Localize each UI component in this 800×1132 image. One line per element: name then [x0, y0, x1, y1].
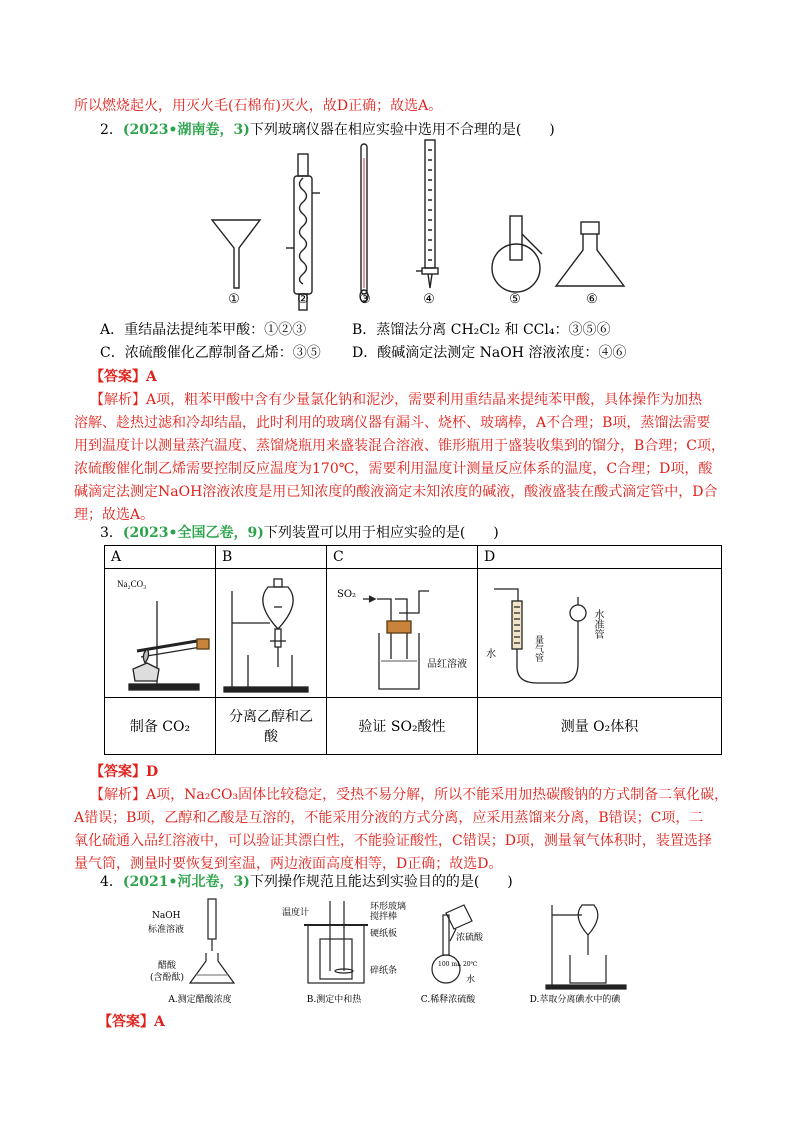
- q3-analysis-line-2: A错误；B项，乙醇和乙酸是互溶的，不能采用分液的方式分离，应采用蒸馏来分离，B错误；C项，二: [74, 810, 704, 826]
- q2-option-b: B．蒸馏法分离 CH₂Cl₂ 和 CCl₄：③⑤⑥: [352, 322, 611, 338]
- q4-caption-d: D.萃取分离碘水中的碘: [529, 995, 621, 1005]
- q3-label-b: [216, 698, 327, 755]
- condenser-icon: [286, 154, 320, 310]
- answer-value: A: [154, 1014, 165, 1030]
- leveling-tube-label: 水准管: [592, 609, 603, 639]
- q4-caption-a: A.测定醋酸浓度: [168, 995, 232, 1005]
- pink-solution-label: 品红溶液: [427, 659, 467, 670]
- q3-answer: [90, 762, 158, 782]
- q2-caption-3: ③: [359, 292, 371, 307]
- q4-conc-sulfuric-label: 浓硫酸: [456, 933, 484, 943]
- gas-burette-label: 量气管: [533, 635, 543, 662]
- q4-indicator-label: (含酚酞): [150, 973, 185, 983]
- q4-caption-b: B.测定中和热: [306, 995, 362, 1005]
- so2-label: SO₂: [337, 589, 357, 600]
- q3-stem: [100, 523, 499, 543]
- q2-caption-6: ⑥: [586, 292, 598, 307]
- q4-stirrer-label: 搅拌棒: [370, 912, 398, 922]
- q4-paper-strips-label: 碎纸条: [370, 966, 398, 976]
- q4-number: 4．: [100, 874, 123, 890]
- q3-analysis-line-3: 氧化硫通入品红溶液中，可以验证其漂白性，不能验证酸性，C错误；D项，测量氧气体积时，装置选择: [74, 833, 712, 849]
- q3-analysis-line-1: 【解析】A项，Na₂CO₃固体比较稳定，受热不易分解，所以不能采用加热碳酸钠的方式制备二氧化碳，: [90, 787, 729, 803]
- thermometer-icon: [360, 144, 368, 302]
- q4-caption-c: C.稀释浓硫酸: [420, 995, 476, 1005]
- q2-analysis-line-4: 浓硫酸催化制乙烯需要控制反应温度为170℃，需要利用温度计测量反应体系的温度，C合理；D项，酸: [74, 461, 713, 477]
- q2-caption-4: ④: [423, 292, 435, 307]
- burette-icon: [416, 140, 438, 288]
- answer-tag: 【答案】: [90, 764, 146, 780]
- conical-flask-icon: [556, 222, 624, 286]
- q3-figure-a: [105, 569, 216, 698]
- titration-icon: [190, 899, 234, 983]
- q4-glass-ring-label: 环形玻璃: [370, 902, 407, 912]
- distillation-flask-icon: [492, 216, 542, 292]
- answer-value: D: [146, 764, 159, 780]
- q3-analysis-line-4: 量气筒，测量时要恢复到室温，两边液面高度相等，D正确；故选D。: [74, 856, 503, 872]
- q2-option-a: A．重结晶法提纯苯甲酸：①②③: [100, 322, 307, 338]
- q2-glassware-figure: [190, 138, 630, 318]
- q3-source: (2023•全国乙卷，9): [122, 525, 264, 541]
- previous-analysis-tail: 所以燃烧起火，用灭火毛(石棉布)灭火，故D正确；故选A。: [74, 98, 443, 114]
- q4-source: (2021•河北卷，3): [122, 874, 250, 890]
- q4-question: 下列操作规范且能达到实验目的的是( ): [249, 874, 513, 890]
- q3-label-a: 制备 CO₂: [105, 698, 216, 755]
- q2-analysis-line-5: 碱滴定法测定NaOH溶液浓度是用已知浓度的酸液滴定未知浓度的碱液，酸液盛装在酸式滴定管中，D合: [74, 484, 718, 500]
- q3-label-c: 验证 SO₂酸性: [327, 698, 478, 755]
- answer-tag: 【答案】: [90, 369, 146, 385]
- q2-option-c: C．浓硫酸催化乙醇制备乙烯：③⑤: [100, 345, 321, 361]
- q3-figure-b: [216, 569, 327, 698]
- q4-thermometer-label: 温度计: [282, 908, 310, 918]
- q3-number: 3．: [100, 525, 123, 541]
- q3-label-b-line1: 分离乙醇和乙: [229, 709, 313, 725]
- q4-stem: [100, 872, 513, 892]
- q4-water-label: 水: [466, 975, 476, 985]
- q4-answer: [98, 1012, 165, 1032]
- q3-header-b: B: [216, 546, 327, 569]
- funnel-icon: [212, 220, 260, 288]
- q2-caption-5: ⑤: [509, 292, 521, 307]
- separatory-funnel-icon: [218, 571, 328, 695]
- water-label: 水: [486, 649, 496, 660]
- q3-question: 下列装置可以用于相应实验的是( ): [263, 525, 499, 541]
- q3-table: [104, 545, 722, 755]
- q2-analysis-line-1: 【解析】A项，粗苯甲酸中含有少量氯化钠和泥沙，需要利用重结晶来提纯苯甲酸，具体操作为加热: [90, 392, 703, 408]
- q2-answer: [90, 367, 157, 387]
- q2-stem: [100, 120, 555, 140]
- extraction-funnel-icon: [546, 905, 626, 989]
- q3-label-b-line2: 酸: [264, 729, 278, 745]
- q2-question: 下列玻璃仪器在相应实验中选用不合理的是( ): [249, 122, 555, 138]
- q3-header-a: A: [105, 546, 216, 569]
- answer-value: A: [146, 369, 157, 385]
- na2co3-label: Na₂CO₃: [117, 579, 147, 589]
- q3-figure-c: [327, 569, 478, 698]
- answer-tag: 【答案】: [98, 1014, 154, 1030]
- q2-source: (2023•湖南卷，3): [122, 122, 250, 138]
- q4-standard-solution-label: 标准溶液: [148, 925, 185, 935]
- q2-analysis-line-2: 溶解、趁热过滤和冷却结晶，此时利用的玻璃仪器有漏斗、烧杯、玻璃棒，A不合理；B项，蒸馏法需要: [74, 415, 711, 431]
- q4-cardboard-label: 硬纸板: [370, 929, 398, 939]
- q4-naoh-label: NaOH: [152, 911, 181, 921]
- q4-flask-mark-label: 100 mL 20℃: [438, 961, 478, 968]
- q2-number: 2．: [100, 122, 123, 138]
- q4-acetic-acid-label: 醋酸: [158, 961, 177, 971]
- q2-caption-2: ②: [297, 292, 309, 307]
- q3-header-c: C: [327, 546, 478, 569]
- heating-apparatus-icon: [107, 571, 217, 695]
- q2-caption-1: ①: [228, 292, 240, 307]
- q3-figure-d: [478, 569, 722, 698]
- gas-measuring-tube-icon: [480, 571, 630, 695]
- q2-analysis-line-6: 理；故选A。: [74, 507, 155, 523]
- q3-header-d: D: [478, 546, 722, 569]
- calorimeter-icon: [304, 901, 368, 983]
- q2-analysis-line-3: 用到温度计以测量蒸汽温度、蒸馏烧瓶用来盛装混合溶液、锥形瓶用于盛装收集到的馏分，B合理；C项，: [74, 438, 725, 454]
- q3-label-d: 测量 O₂体积: [478, 698, 722, 755]
- q2-option-d: D．酸碱滴定法测定 NaOH 溶液浓度：④⑥: [352, 345, 627, 361]
